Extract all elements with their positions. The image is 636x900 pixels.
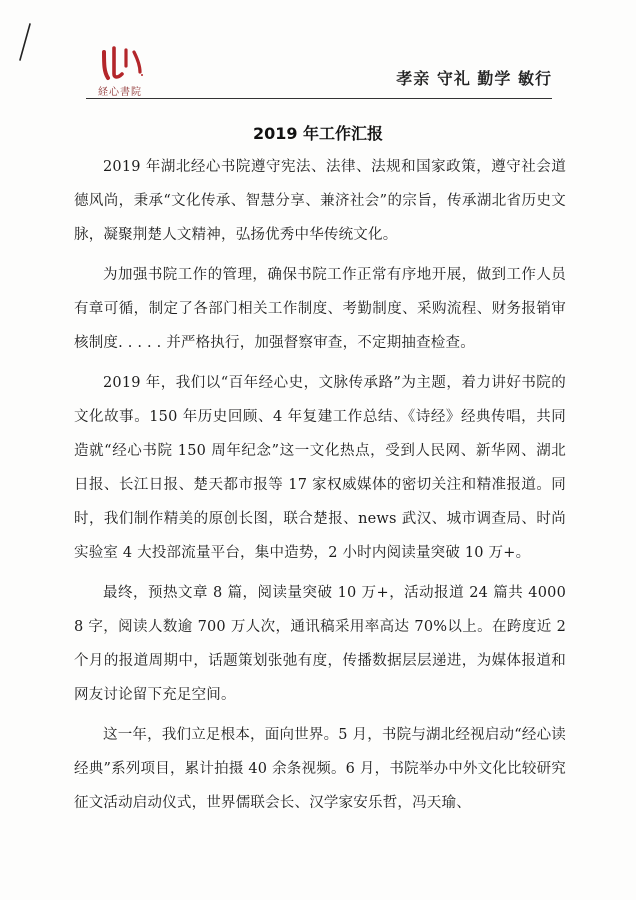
academy-logo [90, 44, 150, 100]
document-body [74, 150, 566, 822]
header-divider [86, 98, 552, 99]
document-title: 2019 年工作汇报 [252, 124, 384, 143]
paragraph: 2019 年，我们以“百年经心史，文脉传承路”为主题，着力讲好书院的文化故事。150 年历史回顾、4 年复建工作总结、《诗经》经典传唱，共同造就“经心书院 150 周年纪念”这一文化热点，受到人民网、新华网、湖北日报、长江日报、楚天都市报等 17 家权威媒体的密切关注和精准报道。同时，我们制作精美的原创长图，联合楚报、news 武汉、城市调查局、时尚实验室 4 大投部流量平台，集中造势，2 小时内阅读量突破 10 万+。 [74, 375, 566, 561]
paragraph: 为加强书院工作的管理，确保书院工作正常有序地开展，做到工作人员有章可循，制定了各部门相关工作制度、考勤制度、采购流程、财务报销审核制度. . . . . 并严格执行，加强督察审查，不定期抽查检查。 [74, 267, 566, 351]
pen-stroke-mark [18, 22, 32, 62]
paragraph: 最终，预热文章 8 篇，阅读量突破 10 万+，活动报道 24 篇共 40008 字，阅读人数逾 700 万人次，通讯稿采用率高达 70%以上。在跨度近 2 个月的报道周期中，话题策划张弛有度，传播数据层层递进，为媒体报道和网友讨论留下充足空间。 [74, 585, 566, 703]
paragraph: 这一年，我们立足根本，面向世界。5 月，书院与湖北经视启动“经心读经典”系列项目，累计拍摄 40 余条视频。6 月，书院举办中外文化比较研究征文活动启动仪式，世界儒联会长、汉学家安乐哲，冯天瑜、 [74, 727, 566, 811]
header-motto: 孝亲 守礼 勤学 敏行 [396, 69, 552, 88]
paragraph: 2019 年湖北经心书院遵守宪法、法律、法规和国家政策，遵守社会道德风尚，秉承“文化传承、智慧分享、兼济社会”的宗旨，传承湖北省历史文脉，凝聚荆楚人文精神，弘扬优秀中华传统文化。 [74, 159, 566, 243]
academy-logo-text: 経心書院 [98, 87, 142, 98]
academy-logo-icon [98, 44, 144, 82]
